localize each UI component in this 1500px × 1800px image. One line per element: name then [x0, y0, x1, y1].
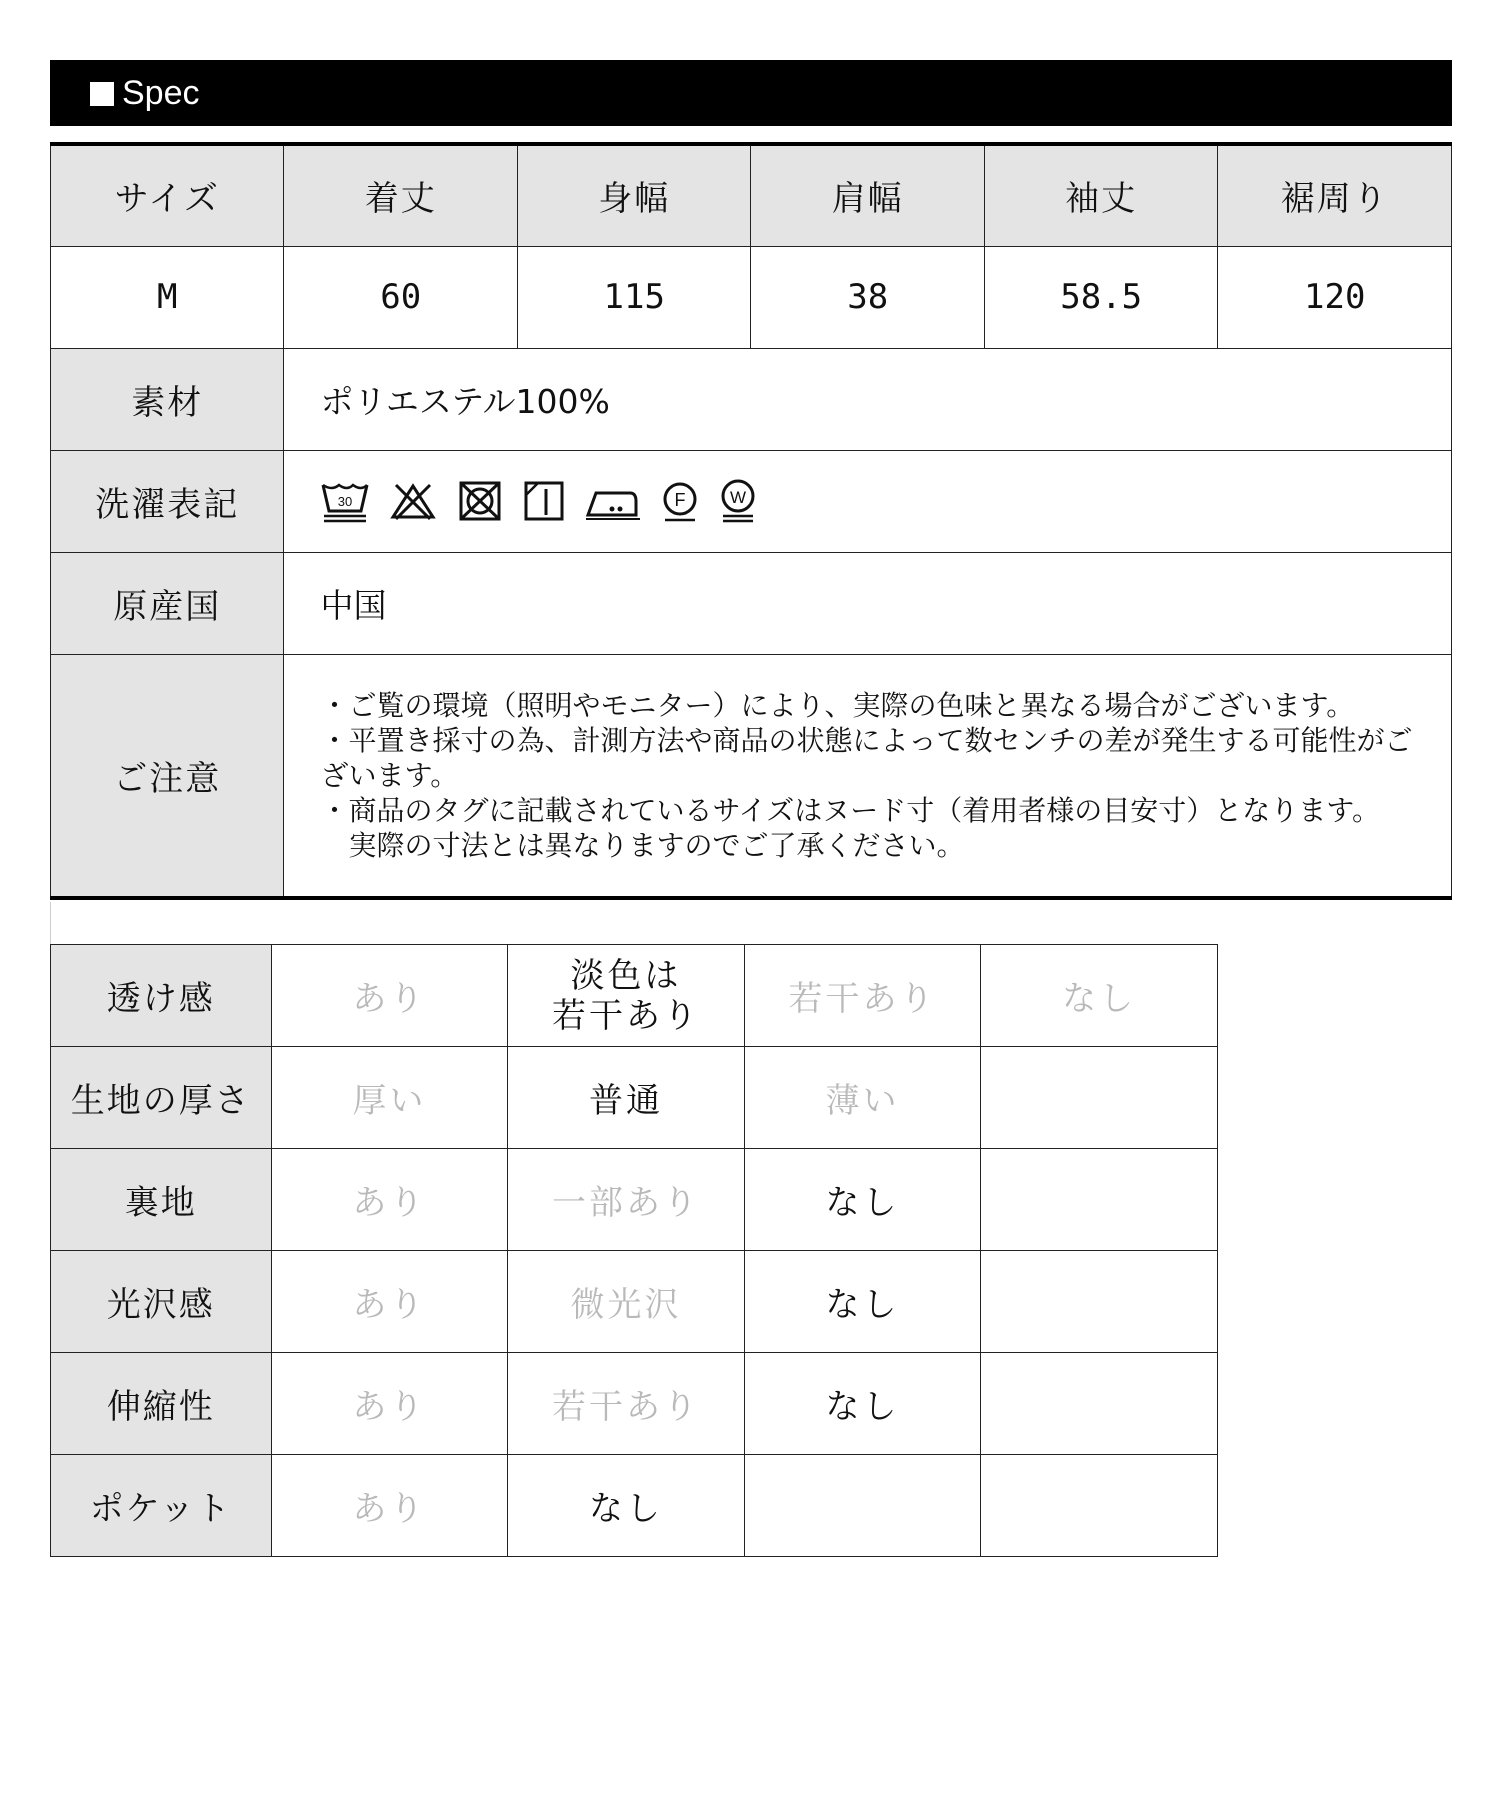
wet-clean-w-icon: [718, 478, 758, 524]
size-value-row: [51, 246, 1452, 348]
feel-option-thickness-3: [981, 1047, 1218, 1149]
no-tumble-dry-icon: [456, 479, 504, 523]
feel-option-gloss-2: なし: [744, 1251, 981, 1353]
origin-value: 中国: [284, 552, 1452, 654]
length-header-cell: 着丈: [284, 144, 517, 246]
size-value-cell: M: [51, 246, 284, 348]
no-bleach-icon: [388, 479, 438, 523]
spec-table: [50, 142, 1452, 900]
feel-option-sheer-1: 淡色は 若干あり: [508, 945, 745, 1047]
care-row: [51, 450, 1452, 552]
feel-label-lining: 裏地: [51, 1149, 272, 1251]
hem-value-cell: 120: [1218, 246, 1452, 348]
wet-clean-letter: W: [730, 488, 747, 507]
feel-option-thickness-2: 薄い: [744, 1047, 981, 1149]
sleeve-value-cell: 58.5: [984, 246, 1217, 348]
material-label: 素材: [51, 348, 284, 450]
feel-option-lining-2: なし: [744, 1149, 981, 1251]
length-value-cell: 60: [284, 246, 517, 348]
hem-header-cell: 裾周り: [1218, 144, 1452, 246]
feel-row-sheer: [51, 945, 1218, 1047]
feel-option-pocket-2: [744, 1455, 981, 1557]
feel-option-lining-0: あり: [271, 1149, 508, 1251]
feel-label-sheer: 透け感: [51, 945, 272, 1047]
feel-option-stretch-3: [981, 1353, 1218, 1455]
feel-option-thickness-0: 厚い: [271, 1047, 508, 1149]
notes-text: ・ご覧の環境（照明やモニター）により、実際の色味と異なる場合がございます。 ・平置き採寸の為、計測方法や商品の状態によって数センチの差が発生する可能性がございます。 ・商品のタグに記載されているサイズはヌード寸（着用者様の目安寸）となります。 実際の寸法とは異なりますのでご了承ください。: [284, 654, 1452, 898]
material-row: [51, 348, 1452, 450]
square-icon: [90, 82, 114, 106]
feel-option-sheer-2: 若干あり: [744, 945, 981, 1047]
shoulder-value-cell: 38: [751, 246, 984, 348]
care-icons-cell: [284, 450, 1452, 552]
feel-option-lining-1: 一部あり: [508, 1149, 745, 1251]
line-dry-shade-icon: [522, 479, 566, 523]
feel-label-stretch: 伸縮性: [51, 1353, 272, 1455]
feel-row-pocket: [51, 1455, 1218, 1557]
feel-option-stretch-2: なし: [744, 1353, 981, 1455]
feel-row-lining: [51, 1149, 1218, 1251]
feel-row-thickness: [51, 1047, 1218, 1149]
feel-label-pocket: ポケット: [51, 1455, 272, 1557]
shoulder-header-cell: 肩幅: [751, 144, 984, 246]
section-gap: [50, 902, 1452, 944]
feel-option-pocket-3: [981, 1455, 1218, 1557]
feel-option-sheer-3: なし: [981, 945, 1218, 1047]
dry-clean-f-icon: [660, 479, 700, 523]
feel-row-gloss: [51, 1251, 1218, 1353]
spec-title: Spec: [122, 74, 200, 112]
spec-header-bar: [50, 60, 1452, 126]
feel-option-gloss-1: 微光沢: [508, 1251, 745, 1353]
origin-label: 原産国: [51, 552, 284, 654]
notes-label: ご注意: [51, 654, 284, 898]
feel-option-stretch-0: あり: [271, 1353, 508, 1455]
care-label: 洗濯表記: [51, 450, 284, 552]
feel-option-lining-3: [981, 1149, 1218, 1251]
material-value: ポリエステル100%: [284, 348, 1452, 450]
body-width-value-cell: 115: [517, 246, 750, 348]
feel-label-thickness: 生地の厚さ: [51, 1047, 272, 1149]
feel-option-gloss-3: [981, 1251, 1218, 1353]
wash-30-icon: [320, 479, 370, 523]
fabric-feel-table: [50, 944, 1218, 1557]
dry-clean-letter: F: [674, 490, 686, 510]
origin-row: [51, 552, 1452, 654]
body-width-header-cell: 身幅: [517, 144, 750, 246]
feel-option-thickness-1: 普通: [508, 1047, 745, 1149]
feel-option-gloss-0: あり: [271, 1251, 508, 1353]
sleeve-header-cell: 袖丈: [984, 144, 1217, 246]
size-header-row: [51, 144, 1452, 246]
feel-row-stretch: [51, 1353, 1218, 1455]
notes-row: [51, 654, 1452, 898]
feel-option-sheer-0: あり: [271, 945, 508, 1047]
feel-option-pocket-0: あり: [271, 1455, 508, 1557]
size-header-cell: サイズ: [51, 144, 284, 246]
feel-label-gloss: 光沢感: [51, 1251, 272, 1353]
feel-option-stretch-1: 若干あり: [508, 1353, 745, 1455]
wash-temp-text: 30: [338, 494, 353, 509]
iron-low-icon: [584, 479, 642, 523]
feel-option-pocket-1: なし: [508, 1455, 745, 1557]
